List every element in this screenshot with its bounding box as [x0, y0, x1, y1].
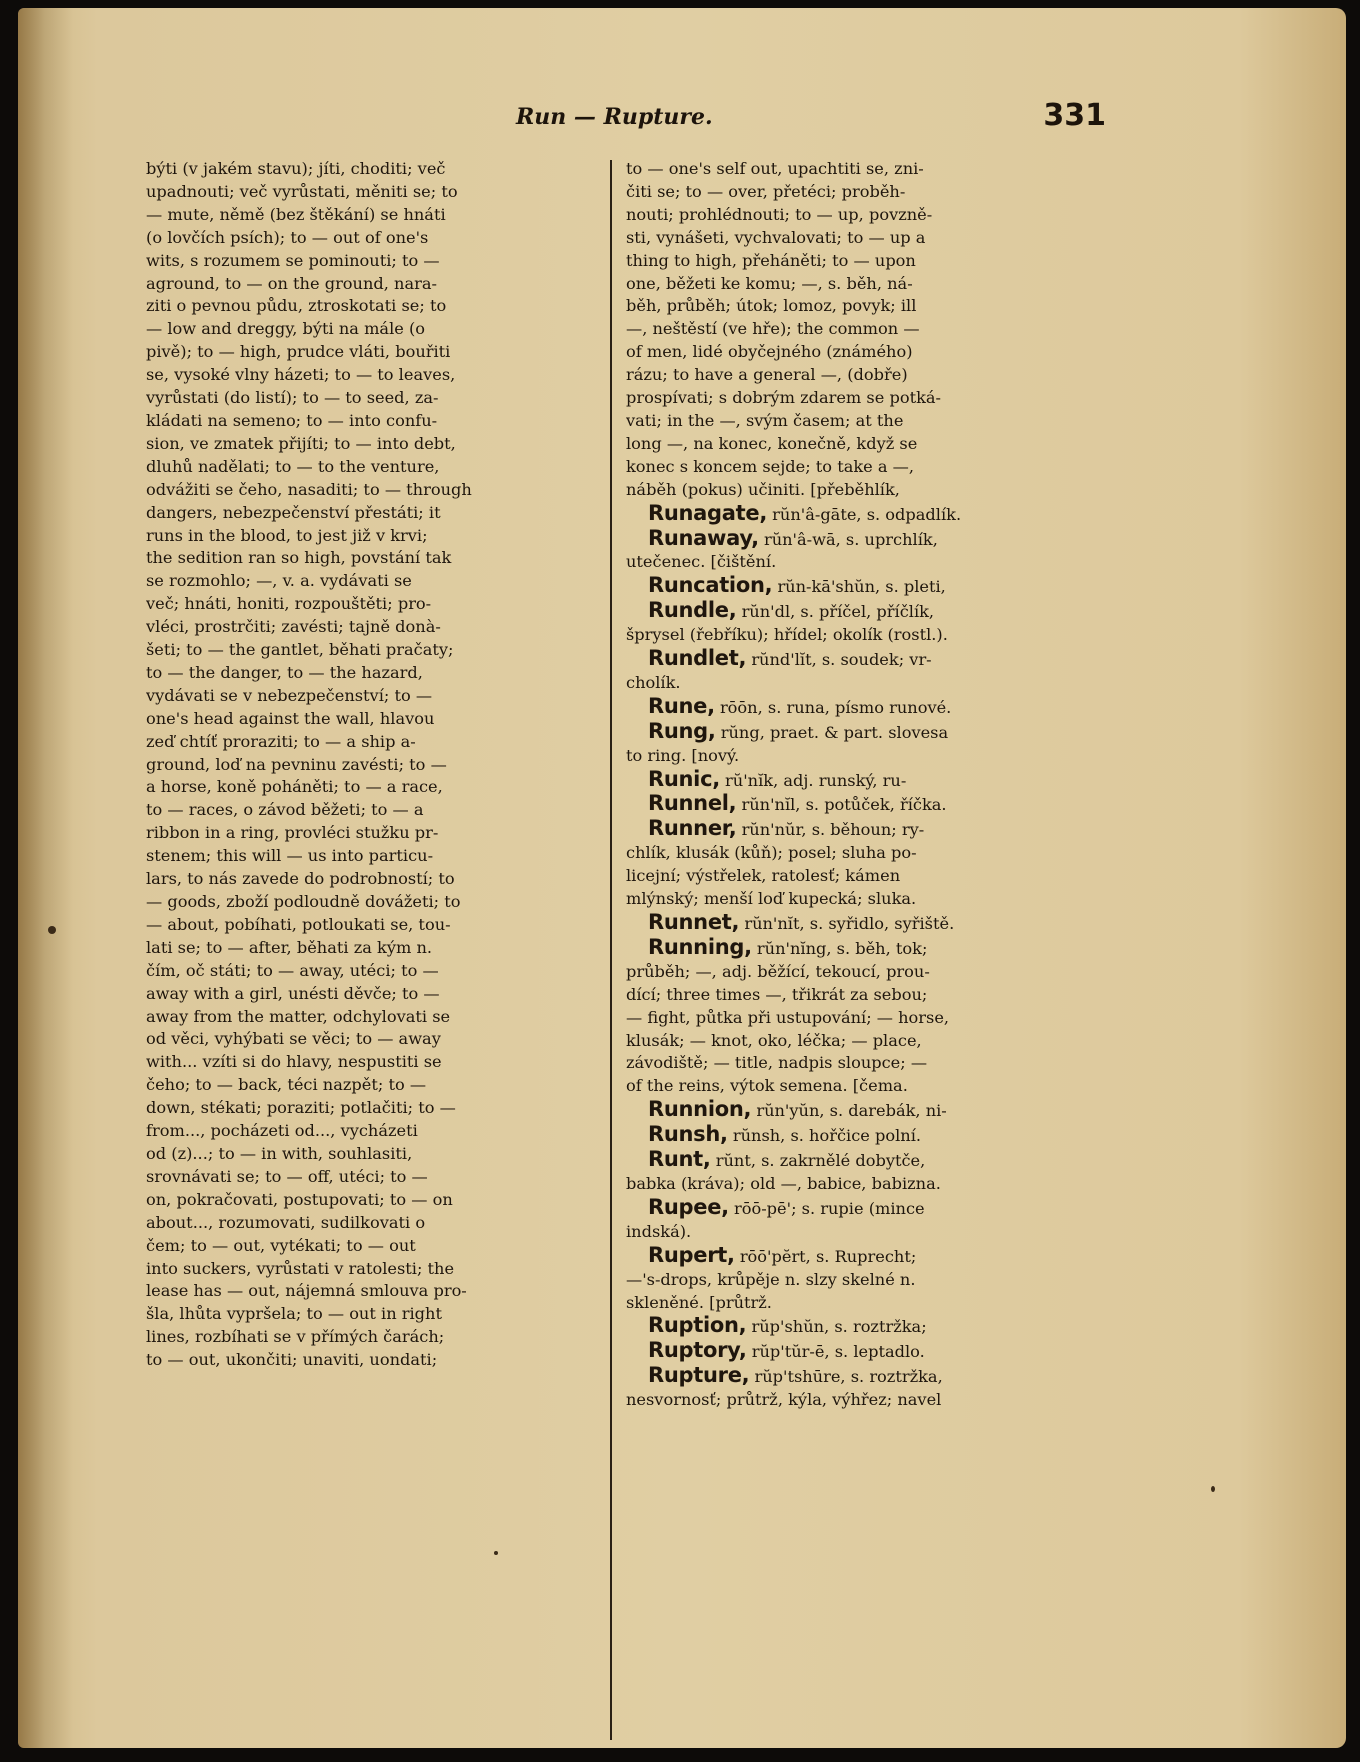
text-line: šeti; to — the gantlet, běhati pračaty; [146, 640, 454, 660]
text-line: dangers, nebezpečenství přestáti; it [146, 502, 441, 522]
text-line: zeď chtíť proraziti; to — a ship a- [146, 731, 416, 751]
text-line: from..., pocházeti od..., vycházeti [146, 1121, 418, 1141]
dictionary-entry [626, 1244, 1096, 1315]
text-line: čím, oč státi; to — away, utéci; to — [146, 960, 439, 980]
text-line: sti, vynášeti, vychvalovati; to — up a [626, 227, 926, 247]
entry-headword: Runsh, [648, 1123, 728, 1147]
entry-line [626, 1148, 1096, 1173]
text-line: thing to high, přeháněti; to — upon [626, 250, 916, 270]
dictionary-entry [626, 502, 1096, 527]
entry-headword: Runner, [648, 817, 737, 841]
dictionary-entry [626, 720, 1096, 768]
entry-headword: Runic, [648, 767, 720, 791]
entry-line [626, 1364, 1096, 1389]
dictionary-entry [626, 695, 1096, 720]
entry-definition: rŭnt, s. zakrnělé dobytče, [710, 1151, 926, 1171]
right-column [626, 158, 1096, 1412]
entry-line [626, 695, 1096, 720]
entry-line: nesvornosť; průtrž, kýla, výhřez; navel [626, 1390, 942, 1410]
text-line: sion, ve zmatek přijíti; to — into debt, [146, 433, 456, 453]
page-header [146, 100, 1106, 140]
ink-speck [1211, 1486, 1215, 1492]
text-line: to — one's self out, upachtiti se, zni- [626, 159, 924, 178]
text-line: se rozmohlo; —, v. a. vydávati se [146, 571, 412, 591]
text-line: býti (v jakém stavu); jíti, choditi; več [146, 159, 446, 178]
text-line: on, pokračovati, postupovati; to — on [146, 1189, 453, 1209]
entry-line [626, 574, 1096, 599]
text-line: ziti o pevnou půdu, ztroskotati se; to [146, 296, 447, 316]
entry-line: skleněné. [průtrž. [626, 1292, 772, 1312]
text-line: od (z)...; to — in with, souhlasiti, [146, 1143, 413, 1163]
entry-definition: rŭnsh, s. hořčice polní. [727, 1126, 922, 1146]
dictionary-entry [626, 792, 1096, 817]
dictionary-entry [626, 599, 1096, 647]
entry-definition: rōōn, s. runa, písmo runové. [714, 697, 952, 717]
text-line: to — out, ukončiti; unaviti, uondati; [146, 1350, 438, 1370]
entry-definition: rŭp'shŭn, s. roztržka; [746, 1317, 927, 1337]
entry-definition: rŭn'nĭng, s. běh, tok; [751, 938, 928, 958]
dictionary-entry [626, 1314, 1096, 1339]
text-line: stenem; this will — us into particu- [146, 846, 434, 866]
entry-headword: Rupee, [648, 1195, 729, 1219]
entry-line: cholík. [626, 672, 681, 692]
entry-line: dící; three times —, třikrát za sebou; [626, 984, 928, 1004]
entry-line: to ring. [nový. [626, 745, 740, 765]
text-line: away from the matter, odchylovati se [146, 1006, 451, 1026]
text-line: šla, lhůta vypršela; to — out in right [146, 1304, 442, 1324]
text-line: long —, na konec, konečně, když se [626, 433, 918, 453]
text-line: čem; to — out, vytékati; to — out [146, 1235, 416, 1255]
entry-line [626, 792, 1096, 817]
entry-definition: rŭnd'lĭt, s. soudek; vr- [746, 650, 932, 670]
entry-line [626, 911, 1096, 936]
text-line: kládati na semeno; to — into confu- [146, 410, 438, 430]
entry-headword: Runt, [648, 1148, 711, 1172]
entry-headword: Running, [648, 935, 752, 959]
entry-headword: Runagate, [648, 501, 768, 525]
text-line: upadnouti; več vyrůstati, měniti se; to [146, 181, 458, 201]
entry-definition: rŭ'nĭk, adj. runský, ru- [719, 770, 907, 790]
entry-line: chlík, klusák (kůň); posel; sluha po- [626, 843, 917, 863]
entry-headword: Runaway, [648, 526, 759, 550]
text-line: srovnávati se; to — off, utéci; to — [146, 1166, 428, 1186]
text-line: več; hnáti, honiti, rozpouštěti; pro- [146, 594, 432, 614]
entry-headword: Rupture, [648, 1364, 750, 1388]
entry-headword: Rundle, [648, 599, 737, 623]
text-line: runs in the blood, to jest již v krvi; [146, 525, 428, 545]
text-line: one's head against the wall, hlavou [146, 708, 435, 728]
text-line: to — the danger, to — the hazard, [146, 662, 423, 682]
entry-line [626, 647, 1096, 672]
dictionary-entry [626, 936, 1096, 1098]
text-line: aground, to — on the ground, nara- [146, 273, 437, 293]
entry-definition: rŭn'yŭn, s. darebák, ni- [751, 1101, 947, 1121]
entry-definition: rōō-pē'; s. rupie (mince [728, 1198, 925, 1218]
entry-line: — fight, půtka při ustupování; — horse, [626, 1007, 950, 1027]
text-line: — mute, němě (bez štěkání) se hnáti [146, 204, 446, 224]
text-line: about..., rozumovati, sudilkovati o [146, 1212, 426, 1232]
entry-definition: rŭn'â-gāte, s. odpadlík. [767, 504, 962, 524]
entry-line [626, 1123, 1096, 1148]
dictionary-entry [626, 527, 1096, 575]
entry-headword: Rundlet, [648, 647, 747, 671]
text-line: rázu; to have a general —, (dobře) [626, 365, 908, 385]
entry-line [626, 599, 1096, 624]
column-divider [610, 160, 612, 1740]
text-line: into suckers, vyrůstati v ratolesti; the [146, 1258, 455, 1278]
text-line: od věci, vyhýbati se věci; to — away [146, 1029, 441, 1049]
text-line: with... vzíti si do hlavy, nespustiti se [146, 1052, 442, 1072]
entry-line [626, 502, 1096, 527]
entry-definition: rŭn'nĭt, s. syřidlo, syřiště. [739, 914, 955, 933]
text-line: to — races, o závod běžeti; to — a [146, 800, 424, 820]
text-line: vati; in the —, svým časem; at the [626, 410, 904, 430]
text-line: — about, pobíhati, potloukati se, tou- [146, 914, 451, 934]
entry-headword: Runnet, [648, 911, 740, 934]
text-line: lati se; to — after, běhati za kým n. [146, 937, 433, 957]
text-line: vléci, prostrčiti; zavésti; tajně donà- [146, 617, 441, 637]
text-line: — goods, zboží podloudně dovážeti; to [146, 892, 461, 911]
ink-speck [48, 926, 56, 934]
entry-line [626, 768, 1096, 793]
entry-definition: rŭn-kā'shŭn, s. pleti, [772, 577, 946, 597]
entry-line [626, 1314, 1096, 1339]
entry-line: babka (kráva); old —, babice, babizna. [626, 1173, 941, 1193]
entry-line: klusák; — knot, oko, léčka; — place, [626, 1030, 922, 1050]
entry-headword: Runcation, [648, 574, 773, 598]
text-line: one, běžeti ke komu; —, s. běh, ná- [626, 273, 913, 293]
dictionary-entry [626, 1339, 1096, 1364]
text-line: čeho; to — back, téci nazpět; to — [146, 1075, 427, 1095]
dictionary-page [18, 8, 1346, 1748]
entry-line: průběh; —, adj. běžící, tekoucí, prou- [626, 961, 930, 981]
text-line: nouti; prohlédnouti; to — up, povzně- [626, 204, 933, 224]
entry-line [626, 1244, 1096, 1269]
entry-line: závodiště; — title, nadpis sloupce; — [626, 1053, 928, 1073]
entry-headword: Ruptory, [648, 1339, 747, 1363]
text-line: ribbon in a ring, provléci stužku pr- [146, 823, 439, 843]
text-line: lars, to nás zavede do podrobností; to [146, 869, 455, 889]
entry-line: of the reins, výtok semena. [čema. [626, 1076, 908, 1096]
text-line: the sedition ran so high, povstání tak [146, 548, 452, 568]
dictionary-entry [626, 1123, 1096, 1148]
text-line: wits, s rozumem se pominouti; to — [146, 250, 440, 270]
ink-speck [494, 1551, 498, 1555]
entry-line: šprysel (řebříku); hřídel; okolík (rostl.). [626, 625, 948, 645]
text-line: lease has — out, nájemná smlouva pro- [146, 1281, 467, 1301]
text-line: dluhů nadělati; to — to the venture, [146, 456, 440, 476]
text-line: away with a girl, unésti děvče; to — [146, 983, 440, 1003]
entry-headword: Rupert, [648, 1243, 735, 1267]
entry-line [626, 1196, 1096, 1221]
dictionary-entry [626, 1148, 1096, 1196]
dictionary-entry [626, 574, 1096, 599]
dictionary-entry [626, 911, 1096, 936]
dictionary-entry [626, 647, 1096, 695]
text-line: — low and dreggy, býti na mále (o [146, 319, 426, 339]
text-line: down, stékati; poraziti; potlačiti; to — [146, 1098, 456, 1118]
text-line: (o lovčích psích); to — out of one's [146, 227, 429, 247]
entry-headword: Runnion, [648, 1098, 752, 1122]
entry-line [626, 817, 1096, 842]
entry-line [626, 1339, 1096, 1364]
entry-line [626, 527, 1096, 552]
text-line: of men, lidé obyčejného (známého) [626, 342, 913, 362]
entry-headword: Runnel, [648, 792, 737, 816]
entry-definition: rŭp'tshūre, s. roztržka, [749, 1367, 943, 1387]
text-line: prospívati; s dobrým zdarem se potká- [626, 388, 942, 408]
page-number: 331 [1043, 98, 1106, 133]
entry-definition: rŭng, praet. & part. slovesa [715, 722, 949, 742]
dictionary-entry [626, 1098, 1096, 1123]
entry-line: utečenec. [čištění. [626, 552, 777, 572]
text-line: —, neštěstí (ve hře); the common — [626, 319, 920, 339]
page-gutter-shadow [18, 8, 73, 1748]
entry-line [626, 1098, 1096, 1123]
text-line: běh, průběh; útok; lomoz, povyk; ill [626, 296, 917, 316]
entry-definition: rŭn'nĭl, s. potůček, říčka. [736, 795, 947, 815]
text-line: konec s koncem sejde; to take a —, [626, 456, 915, 476]
entry-line: licejní; výstřelek, ratolesť; kámen [626, 866, 901, 886]
text-line: náběh (pokus) učiniti. [přeběhlík, [626, 479, 900, 499]
entry-definition: rŭn'â-wā, s. uprchlík, [758, 529, 938, 549]
entry-definition: rŭp'tŭr-ē, s. leptadlo. [746, 1342, 925, 1362]
entry-line: mlýnský; menší loď kupecká; sluka. [626, 889, 917, 909]
dictionary-entry [626, 817, 1096, 911]
text-line: ground, loď na pevninu zavésti; to — [146, 754, 447, 774]
text-line: pivě); to — high, prudce vláti, bouřiti [146, 342, 451, 362]
entry-definition: rŭn'nŭr, s. běhoun; ry- [736, 820, 925, 840]
entry-headword: Ruption, [648, 1314, 747, 1338]
text-line: lines, rozbíhati se v přímých čarách; [146, 1327, 445, 1347]
entry-line: indská). [626, 1221, 692, 1241]
text-line: se, vysoké vlny házeti; to — to leaves, [146, 365, 456, 385]
text-line: vyrůstati (do listí); to — to seed, za- [146, 388, 439, 408]
entry-headword: Rung, [648, 719, 716, 743]
left-column [146, 158, 608, 1372]
dictionary-entry [626, 1196, 1096, 1244]
dictionary-entry [626, 1364, 1096, 1412]
dictionary-entry [626, 768, 1096, 793]
text-line: odvážiti se čeho, nasaditi; to — through [146, 479, 472, 499]
entry-definition: rōō'pĕrt, s. Ruprecht; [734, 1246, 917, 1266]
entry-line [626, 720, 1096, 745]
text-line: čiti se; to — over, přetéci; proběh- [626, 181, 906, 201]
running-title: Run — Rupture. [516, 104, 713, 130]
entry-headword: Rune, [648, 694, 715, 718]
entry-line: —'s-drops, krůpěje n. slzy skelné n. [626, 1269, 916, 1289]
text-line: a horse, koně poháněti; to — a race, [146, 777, 443, 797]
entry-definition: rŭn'dl, s. příčel, příčlík, [736, 602, 935, 622]
entry-line [626, 936, 1096, 961]
text-line: vydávati se v nebezpečenství; to — [146, 685, 433, 705]
